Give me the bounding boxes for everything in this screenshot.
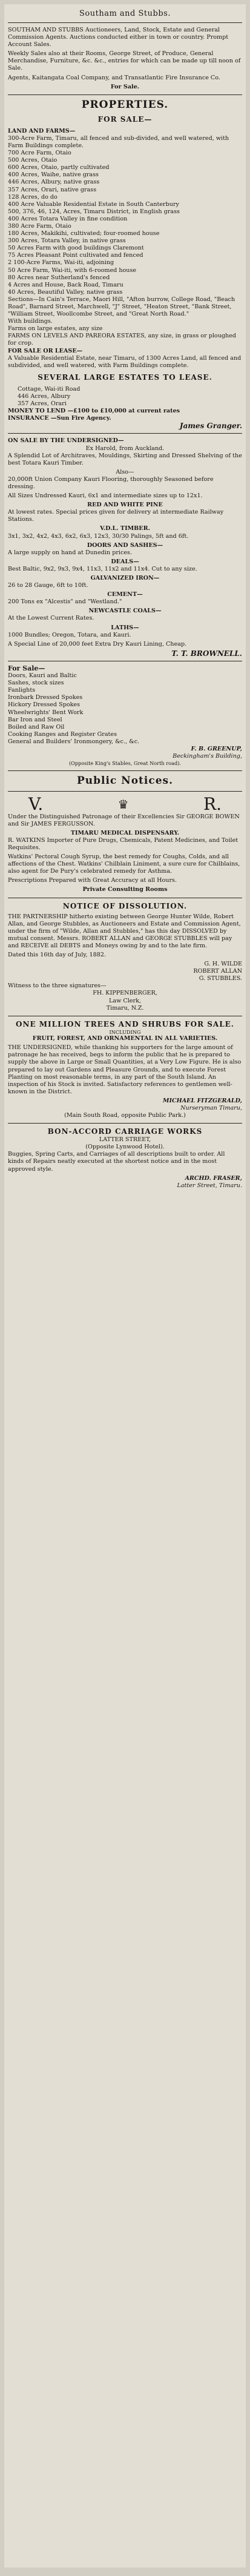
- dissolution-signatory: G. H. WILDE: [204, 961, 242, 968]
- nursery-sub: FRUIT, FOREST, AND ORNAMENTAL IN ALL VARIETIES.: [32, 1035, 218, 1042]
- divider: [8, 770, 242, 771]
- divider: [8, 1123, 242, 1124]
- public-notices-title: Public Notices.: [76, 774, 174, 787]
- nursery-including: INCLUDING: [109, 1028, 141, 1035]
- carriage-title: BON-ACCORD CARRIAGE WORKS: [47, 1127, 203, 1136]
- dissolution-witness2: FH. KIPPENBERGER,: [93, 990, 157, 997]
- property-listing: A Valuable Residential Estate, near Timaru, of 1300 Acres Land, all fenced and subdivided, and well watered, with Farm Buildings complete.: [8, 354, 242, 369]
- properties-forsale: FOR SALE—: [97, 114, 153, 124]
- ad-southam-body: SOUTHAM AND STUBBS Auctioneers, Land, Stock, Estate and General Commission Agents. Auctions conducted either in town or country. Prompt Account Sales.: [8, 27, 229, 48]
- dissolution-signatory: G. STUBBLES.: [199, 975, 242, 982]
- royal-arms-icon: ♛: [117, 796, 129, 812]
- property-listing: 40 Acres, Beautiful Valley, native grass: [8, 288, 123, 296]
- property-listing: 400 Acre Valuable Residential Estate in South Canterbury: [8, 200, 179, 208]
- nursery-address: (Main South Road, opposite Public Park.): [64, 1112, 186, 1119]
- properties-insurance: INSURANCE —Sun Fire Agency.: [8, 415, 111, 422]
- divider: [8, 433, 242, 434]
- brownell-doors: DOORS AND SASHES—: [87, 541, 163, 549]
- property-listing: 300-Acre Farm, Timaru, all fenced and sub-divided, and well watered, with Farm Buildings complete.: [8, 134, 229, 149]
- brownell-deals: DEALS—: [111, 558, 139, 565]
- properties-cottage2: 446 Acres, Albury: [18, 392, 71, 400]
- brownell-body1: A Splendid Lot of Architraves, Mouldings, Skirting and Dressed Shelving of the best Totara Kauri Timber.: [8, 452, 242, 466]
- dissolution-witness3: Law Clerk,: [109, 997, 141, 1004]
- greenup-list: [8, 672, 242, 746]
- dissolution-signatory: ROBERT ALLAN: [193, 968, 242, 975]
- vr-r: R.: [203, 793, 222, 814]
- brownell-special: A Special Line of 20,000 feet Extra Dry Kauri Lining, Cheap.: [8, 640, 187, 647]
- property-listing: LAND AND FARMS—: [8, 127, 76, 134]
- greenup-item: Ironbark Dressed Spokes: [8, 694, 83, 701]
- property-listing: With buildings.: [8, 318, 53, 325]
- dissolution-witness: Witness to the three signatures—: [8, 982, 107, 990]
- property-listing: FARMS ON LEVELS AND PAREORA ESTATES, any size, in grass or ploughed for crop.: [8, 333, 237, 347]
- vr-body2: R. WATKINS Importer of Pure Drugs, Chemicals, Patent Medicines, and Toilet Requisites.: [8, 836, 238, 851]
- divider: [8, 22, 242, 23]
- brownell-galv: GALVANIZED IRON—: [90, 575, 160, 581]
- brownell-galv2: 26 to 28 Gauge, 6ft to 10ft.: [8, 582, 88, 589]
- property-listing: 357 Acres, Orari, native grass: [8, 186, 97, 193]
- property-listing: 80 Acres near Sutherland's fenced: [8, 274, 110, 281]
- vr-body4: Prescriptions Prepared with Great Accuracy at all Hours.: [8, 877, 177, 884]
- brownell-body3: All Sizes Undressed Kauri, 6x1 and intermediate sizes up to 12x1.: [8, 492, 203, 500]
- property-listing: FOR SALE OR LEASE—: [8, 347, 83, 354]
- carriage-signature2: Latter Street, Timaru.: [177, 1182, 242, 1189]
- vr-body5: Private Consulting Rooms: [82, 886, 168, 893]
- greenup-item: Sashes, stock sizes: [8, 680, 64, 687]
- nursery-signature: MICHAEL FITZGERALD,: [162, 1097, 242, 1104]
- greenup-title: For Sale—: [8, 664, 45, 672]
- brownell-vdl-sizes: 3x1, 3x2, 4x2, 4x3, 6x2, 6x3, 12x3, 30/30 Palings, 5ft and 6ft.: [8, 532, 189, 540]
- ad-southam-forsale: For Sale.: [110, 83, 140, 90]
- property-listing: 2 100-Acre Farms, Wai-iti, adjoining: [8, 259, 114, 267]
- dissolution-title: NOTICE OF DISSOLUTION.: [62, 901, 188, 910]
- dissolution-witness4: Timaru, N.Z.: [106, 1004, 144, 1012]
- vr-body: Under the Distinguished Patronage of their Excellencies Sir GEORGE BOWEN and Sir JAMES FERGUSSON.: [8, 813, 240, 827]
- greenup-item: Cooking Ranges and Register Grates: [8, 730, 117, 738]
- brownell-red: RED AND WHITE PINE: [87, 502, 163, 509]
- brownell-coals: NEWCASTLE COALS—: [88, 608, 162, 615]
- greenup-item: General and Builders' Ironmongery, &c., &c.: [8, 738, 140, 745]
- brownell-vdl: V.D.L. TIMBER.: [100, 525, 150, 532]
- divider: [8, 791, 242, 792]
- greenup-item: Doors, Kauri and Baltic: [8, 672, 77, 680]
- ad-southam-agents: Agents, Kaitangata Coal Company, and Transatlantic Fire Insurance Co.: [8, 74, 220, 81]
- brownell-cement: CEMENT—: [107, 591, 143, 598]
- vr-heading: [8, 795, 242, 813]
- dissolution-names: [8, 961, 242, 982]
- greenup-item: Bar Iron and Steel: [8, 716, 62, 723]
- property-listing: 400 Acres Totara Valley in fine condition: [8, 215, 128, 222]
- greenup-item: Wheelwrights' Bent Work: [8, 709, 84, 716]
- carriage-opposite: (Opposite Lynwood Hotel).: [85, 1144, 165, 1151]
- greenup-item: Boiled and Raw Oil: [8, 723, 65, 730]
- brownell-ex: Ex Harold, from Auckland.: [85, 445, 165, 452]
- brownell-body4: At lowest rates. Special prices given for delivery at intermediate Railway Stations.: [8, 509, 224, 523]
- brownell-deals2: Best Baltic, 9x2, 9x3, 9x4, 11x3, 11x2 and 11x4. Cut to any size.: [8, 565, 197, 572]
- properties-several-large: SEVERAL LARGE ESTATES TO LEASE.: [38, 372, 212, 382]
- advertisement-column: [8, 4, 242, 1190]
- brownell-cement2: 200 Tons ex "Alcestis" and "Westland.": [8, 598, 122, 606]
- carriage-signature: ARCHD. FRASER,: [185, 1174, 242, 1182]
- newspaper-page: [4, 4, 246, 2568]
- property-listing: 128 Acres, do do: [8, 193, 58, 200]
- property-listing: 446 Acres, Albury, native grass: [8, 179, 100, 186]
- ad-southam-header: Southam and Stubbs.: [79, 9, 171, 18]
- greenup-item: Fanlights: [8, 687, 36, 694]
- greenup-address2: (Opposite King's Stables, Great North road).: [68, 760, 182, 767]
- brownell-laths: LATHS—: [111, 624, 139, 631]
- brownell-intro: ON SALE BY THE UNDERSIGNED—: [8, 437, 124, 445]
- properties-signature: James Granger.: [179, 422, 242, 431]
- nursery-body: THE UNDERSIGNED, while thanking his supporters for the large amount of patronage he has received, begs to inform the public that he is prepared to supply the above in Large or Small Quantities, at a Very Low Figure. He is also prepared to lay out Gardens and Pleasure Grounds, and to execute Forest Planting on most reasonable terms, in any part of the South Island. An inspection of his Stock is invited. Satisfactory references to gentlemen well-known in the District.: [8, 1044, 242, 1095]
- nursery-title: ONE MILLION TREES AND SHRUBS FOR SALE.: [16, 1019, 234, 1028]
- properties-title: PROPERTIES.: [81, 98, 169, 111]
- carriage-street: LATTER STREET,: [99, 1136, 151, 1144]
- property-listing: 500, 376, 46, 124, Acres, Timaru District, in English grass: [8, 208, 180, 215]
- dissolution-body: THE PARTNERSHIP hitherto existing between George Hunter Wilde, Robert Allan, and George Stubbles, as Auctioneers and Estate and Commission Agent, under the firm of "Wilde, Allan and Stubbles," has this day DISSOLVED by mutual consent. Messrs. ROBERT ALLAN and GEORGE STUBBLES will pay and RECEIVE all DEBTS and Moneys owing by and to the late firm.: [8, 913, 241, 949]
- greenup-address: Beckingham's Building,: [173, 753, 242, 760]
- divider: [8, 94, 242, 95]
- brownell-coals2: At the Lowest Current Rates.: [8, 615, 94, 622]
- property-listing: 380 Acre Farm, Otaio: [8, 222, 71, 230]
- property-listing: 4 Acres and House, Back Road, Timaru: [8, 281, 123, 288]
- ad-southam-notice: Weekly Sales also at their Rooms, George Street, of Produce, General Merchandise, Furniture, &c. &c., entries for which can be made up till noon of Sale.: [8, 50, 241, 72]
- properties-cottage3: 357 Acres, Orari: [18, 400, 67, 408]
- vr-v: V.: [28, 793, 44, 814]
- vr-body3: Watkins' Pectoral Cough Syrup, the best remedy for Coughs, Colds, and all affections of the Chest. Watkins' Chilblain Liniment, a sure cure for Chilblains, also agent for De Pury's celebrated remedy for Asthma.: [8, 853, 240, 875]
- vr-dispensary: TIMARU MEDICAL DISPENSARY.: [70, 829, 180, 836]
- nursery-signature2: Nurseryman Timaru,: [180, 1104, 242, 1111]
- carriage-body: Buggies, Spring Carts, and Carriages of all descriptions built to order. All kinds of Repairs neatly executed at the shortest notice and in the most approved style.: [8, 1151, 225, 1173]
- brownell-also: Also—: [116, 468, 134, 475]
- property-listing: 180 Acres, Makikihi, cultivated; four-roomed house: [8, 230, 160, 237]
- greenup-item: Hickory Dressed Spokes: [8, 701, 81, 709]
- property-listing: 50 Acres Farm with good buildings Claremont: [8, 245, 144, 252]
- dissolution-dated: Dated this 16th day of July, 1882.: [8, 951, 107, 958]
- property-listing: Sections—In Cain's Terrace, Maori Hill, "Afton burrow, College Road, "Beach Road", Barnard Street, Marchwell, "J" Street, "Heaton Street, "Bank Street, "William Street, Woollcombe Street, and "Great North Road.": [8, 296, 235, 318]
- property-listing: 600 Acres, Otaio, partly cultivated: [8, 164, 110, 171]
- brownell-signature: T. T. BROWNELL.: [171, 649, 242, 658]
- properties-cottage: Cottage, Wai-iti Road: [18, 385, 81, 392]
- property-listing: 50 Acre Farm, Wai-iti, with 6-roomed house: [8, 267, 137, 274]
- property-listing: 300 Acres, Totara Valley, in native grass: [8, 237, 126, 245]
- property-listing: Farms on large estates, any size: [8, 325, 103, 333]
- brownell-doors2: A large supply on hand at Dunedin prices.: [8, 549, 133, 556]
- properties-money: MONEY TO LEND —£100 to £10,000 at current rates: [8, 408, 180, 415]
- greenup-signature: F. B. GREENUP,: [191, 745, 242, 752]
- brownell-body2: 20,000ft Union Company Kauri Flooring, thoroughly Seasoned before dressing.: [8, 475, 214, 490]
- property-listing: 500 Acres, Otaio: [8, 157, 58, 164]
- properties-list: [8, 128, 242, 369]
- property-listing: 400 Acres, Waihe, native grass: [8, 171, 99, 179]
- brownell-laths2: 1000 Bundles; Oregon, Totara, and Kauri.: [8, 631, 131, 638]
- property-listing: 700 Acre Farm, Otaio: [8, 150, 71, 157]
- property-listing: 75 Acres Pleasant Point cultivated and fenced: [8, 252, 143, 259]
